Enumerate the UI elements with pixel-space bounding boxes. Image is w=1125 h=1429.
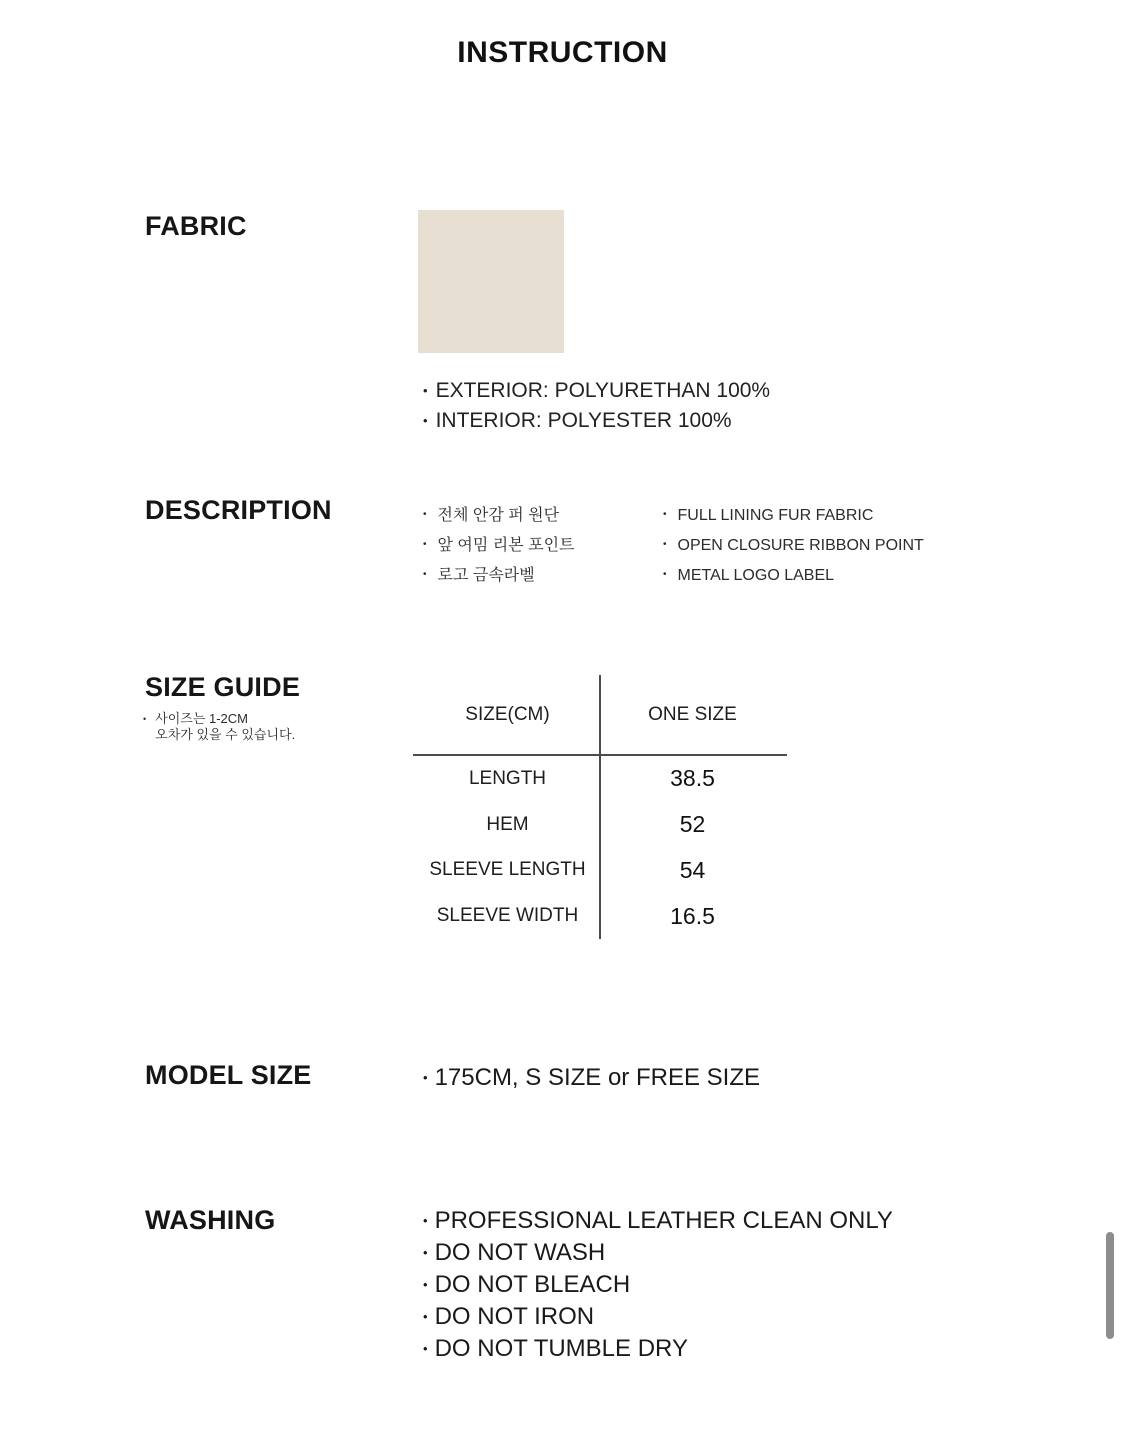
size-table xyxy=(415,675,785,939)
size-row-value: 54 xyxy=(679,856,706,883)
washing-item xyxy=(423,1206,893,1238)
size-table-header-one-size: ONE SIZE xyxy=(648,703,737,725)
washing-item xyxy=(423,1302,893,1334)
description-heading: DESCRIPTION xyxy=(145,495,332,525)
washing-items xyxy=(423,1206,893,1366)
description-item-text: METAL LOGO LABEL xyxy=(677,567,835,584)
washing-item-text: DO NOT IRON xyxy=(434,1303,595,1330)
description-item-en xyxy=(663,562,924,592)
washing-item-text: PROFESSIONAL LEATHER CLEAN ONLY xyxy=(434,1207,893,1234)
bullet-icon: • xyxy=(423,383,428,398)
description-item-ko xyxy=(423,532,575,562)
table-row xyxy=(415,848,785,894)
bullet-icon: • xyxy=(423,1070,428,1085)
description-item-text: 로고 금속라벨 xyxy=(437,567,535,584)
size-table-header-row xyxy=(415,675,785,754)
table-row xyxy=(415,756,785,802)
description-item-text: 앞 여밈 리본 포인트 xyxy=(437,537,575,554)
size-guide-note-line1: 사이즈는 1-2CM xyxy=(155,711,249,726)
washing-item xyxy=(423,1270,893,1302)
washing-item-text: DO NOT BLEACH xyxy=(434,1271,631,1298)
fabric-swatch-image xyxy=(418,210,564,353)
description-item-ko xyxy=(423,562,575,592)
size-row-value: 16.5 xyxy=(670,902,715,929)
model-size-items xyxy=(423,1063,760,1095)
description-item-en xyxy=(663,502,924,532)
fabric-item-text: INTERIOR: POLYESTER 100% xyxy=(435,409,732,432)
fabric-item xyxy=(423,377,770,407)
description-items-english xyxy=(663,502,924,592)
size-table-header-size-cm: SIZE(CM) xyxy=(465,703,550,725)
size-row-label: LENGTH xyxy=(468,767,547,789)
scrollbar-thumb[interactable] xyxy=(1106,1232,1114,1339)
size-row-label: HEM xyxy=(486,813,529,835)
fabric-item-text: EXTERIOR: POLYURETHAN 100% xyxy=(435,379,771,402)
bullet-icon: • xyxy=(423,509,427,520)
washing-item xyxy=(423,1238,893,1270)
fabric-heading: FABRIC xyxy=(145,211,247,241)
washing-item-text: DO NOT WASH xyxy=(434,1239,606,1266)
bullet-icon: • xyxy=(423,1341,428,1356)
description-item-en xyxy=(663,532,924,562)
size-guide-note-line2: 오차가 있을 수 있습니다. xyxy=(155,727,296,742)
model-size-item xyxy=(423,1063,760,1095)
size-row-label: SLEEVE WIDTH xyxy=(436,905,579,927)
table-row xyxy=(415,893,785,939)
model-size-item-text: 175CM, S SIZE or FREE SIZE xyxy=(434,1064,760,1091)
bullet-icon: • xyxy=(423,1213,428,1228)
bullet-icon: • xyxy=(423,539,427,550)
model-size-heading: MODEL SIZE xyxy=(145,1060,312,1090)
description-item-ko xyxy=(423,502,575,532)
washing-item xyxy=(423,1334,893,1366)
description-item-text: OPEN CLOSURE RIBBON POINT xyxy=(677,537,924,554)
page-title: INSTRUCTION xyxy=(457,36,668,69)
bullet-icon: • xyxy=(143,714,147,724)
bullet-icon: • xyxy=(423,1245,428,1260)
bullet-icon: • xyxy=(663,509,667,520)
bullet-icon: • xyxy=(663,569,667,580)
fabric-item xyxy=(423,407,770,437)
description-item-text: FULL LINING FUR FABRIC xyxy=(677,507,874,524)
size-row-value: 38.5 xyxy=(670,765,715,792)
size-row-label: SLEEVE LENGTH xyxy=(429,859,586,881)
size-guide-note-text xyxy=(155,711,295,743)
size-row-value: 52 xyxy=(679,811,706,838)
size-table-body xyxy=(415,756,785,939)
bullet-icon: • xyxy=(423,1277,428,1292)
table-row xyxy=(415,802,785,848)
fabric-items xyxy=(423,377,770,437)
size-guide-heading: SIZE GUIDE xyxy=(145,672,301,702)
bullet-icon: • xyxy=(423,413,428,428)
bullet-icon: • xyxy=(423,569,427,580)
size-guide-note xyxy=(143,711,295,743)
washing-heading: WASHING xyxy=(145,1205,276,1235)
description-item-text: 전체 안감 퍼 원단 xyxy=(437,507,560,524)
description-items-korean xyxy=(423,502,575,592)
washing-item-text: DO NOT TUMBLE DRY xyxy=(434,1335,688,1362)
bullet-icon: • xyxy=(423,1309,428,1324)
bullet-icon: • xyxy=(663,539,667,550)
